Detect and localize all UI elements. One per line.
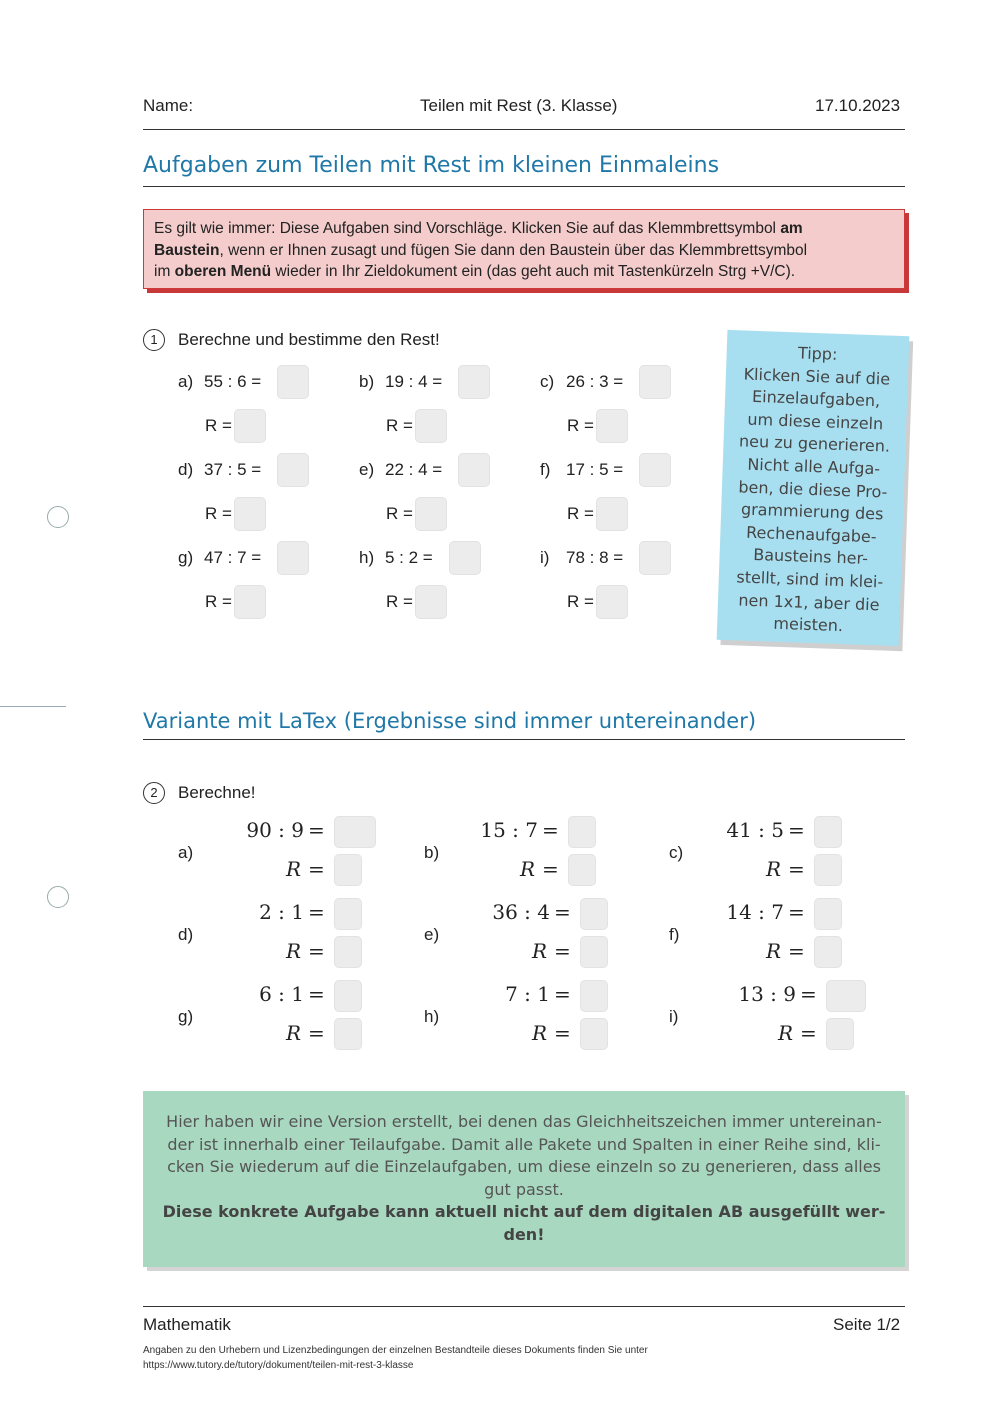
tip-line: Klicken Sie auf die xyxy=(743,364,891,389)
header-rule xyxy=(143,129,905,130)
remainder-box[interactable] xyxy=(596,585,628,619)
division-expression: 19 : 4 = xyxy=(385,372,443,391)
task-instruction-1: Berechne und bestimme den Rest! xyxy=(178,330,440,349)
remainder-symbol: R xyxy=(286,1021,302,1045)
equals-sign: = xyxy=(308,818,325,842)
task-letter: i) xyxy=(540,548,550,567)
tip-title: Tipp: xyxy=(797,343,838,364)
task-letter: d) xyxy=(178,925,194,944)
equals-sign: = xyxy=(554,939,571,963)
task-letter: c) xyxy=(540,372,555,391)
tip-line: grammierung des xyxy=(740,499,884,524)
division-expression: 7 : 1 xyxy=(505,982,550,1006)
answer-box[interactable] xyxy=(334,980,362,1012)
punch-hole-mark xyxy=(47,886,69,908)
task-letter: a) xyxy=(178,372,194,391)
answer-box[interactable] xyxy=(814,816,842,848)
footer-page-number: Seite 1/2 xyxy=(833,1315,901,1334)
green-note-line: der ist innerhalb einer Teilaufgabe. Damit alle Pakete und Spalten in einer Reihe sind, kli- xyxy=(167,1134,881,1154)
remainder-box[interactable] xyxy=(234,585,266,619)
tip-line: Rechenaufgabe- xyxy=(745,522,877,546)
remainder-box[interactable] xyxy=(826,1018,854,1050)
task-letter: f) xyxy=(540,460,551,479)
equals-sign: = xyxy=(788,939,805,963)
note-bold-baustein: Baustein xyxy=(154,241,220,259)
answer-box[interactable] xyxy=(568,816,596,848)
note-text: , wenn er Ihnen zusagt und fügen Sie dann den Baustein über das Klemmbrettsymbol xyxy=(219,241,808,259)
equals-sign: = xyxy=(542,857,559,881)
note-text: wieder in Ihr Zieldokument ein (das geht auch mit Tastenkürzeln Strg +V/C). xyxy=(271,263,796,280)
task-number-1: 1 xyxy=(143,329,165,351)
task-letter: d) xyxy=(178,460,194,479)
document-title: Teilen mit Rest (3. Klasse) xyxy=(420,96,618,115)
footer-subject: Mathematik xyxy=(143,1315,231,1334)
name-label: Name: xyxy=(143,96,194,115)
rest-label: R = xyxy=(205,416,232,435)
rest-label: R = xyxy=(567,592,594,611)
division-expression: 14 : 7 xyxy=(726,900,784,924)
task-letter: g) xyxy=(178,548,194,567)
green-note-bold-line: Diese konkrete Aufgabe kann aktuell nicht auf dem digitalen AB ausgefüllt wer- xyxy=(162,1202,886,1222)
footer-rule xyxy=(143,1306,905,1307)
division-expression: 26 : 3 = xyxy=(566,372,624,391)
latex-info-note xyxy=(143,1091,905,1267)
tip-line: Einzelaufgaben, xyxy=(751,387,881,411)
remainder-box[interactable] xyxy=(568,854,596,886)
equals-sign: = xyxy=(308,900,325,924)
tip-note xyxy=(717,330,910,646)
section-heading-1: Aufgaben zum Teilen mit Rest im kleinen Einmaleins xyxy=(143,153,720,178)
answer-box[interactable] xyxy=(458,365,490,399)
info-note xyxy=(143,209,905,289)
task-instruction-2: Berechne! xyxy=(178,783,256,802)
division-expression: 6 : 1 xyxy=(259,982,304,1006)
task-letter: i) xyxy=(669,1007,679,1026)
green-note-line: gut passt. xyxy=(484,1179,564,1199)
answer-box[interactable] xyxy=(334,898,362,930)
equals-sign: = xyxy=(554,982,571,1006)
green-note-line: cken Sie wiederum auf die Einzelaufgaben, um diese einzeln so zu generieren, dass alles xyxy=(167,1157,881,1177)
note-text: Es gilt wie immer: Diese Aufgaben sind Vorschläge. Klicken Sie auf das Klemmbrettsymbol xyxy=(154,220,781,237)
remainder-box[interactable] xyxy=(334,1018,362,1050)
equals-sign: = xyxy=(800,1021,817,1045)
remainder-symbol: R xyxy=(532,1021,548,1045)
tip-line: Nicht alle Aufga- xyxy=(747,454,881,479)
remainder-box[interactable] xyxy=(415,409,447,443)
division-expression: 15 : 7 xyxy=(480,818,538,842)
answer-box[interactable] xyxy=(334,816,376,848)
rest-label: R = xyxy=(386,416,413,435)
note-bold-am: am xyxy=(780,220,803,237)
remainder-box[interactable] xyxy=(814,936,842,968)
task-number-2: 2 xyxy=(143,782,165,804)
division-expression: 78 : 8 = xyxy=(566,548,624,567)
division-expression: 36 : 4 xyxy=(492,900,550,924)
rest-label: R = xyxy=(386,592,413,611)
rest-label: R = xyxy=(205,592,232,611)
answer-box[interactable] xyxy=(458,453,490,487)
equals-sign: = xyxy=(308,857,325,881)
section-heading-2: Variante mit LaTex (Ergebnisse sind immer untereinander) xyxy=(143,709,757,733)
note-text: im xyxy=(154,263,175,280)
task-letter: h) xyxy=(424,1007,440,1026)
remainder-box[interactable] xyxy=(596,409,628,443)
equals-sign: = xyxy=(800,982,817,1006)
equals-sign: = xyxy=(308,1021,325,1045)
tip-line: stellt, sind im klei- xyxy=(736,567,884,592)
division-expression: 90 : 9 xyxy=(246,818,304,842)
rest-label: R = xyxy=(567,504,594,523)
equals-sign: = xyxy=(788,818,805,842)
remainder-box[interactable] xyxy=(234,497,266,531)
task-letter: g) xyxy=(178,1007,194,1026)
remainder-symbol: R xyxy=(532,939,548,963)
tip-line: Bausteins her- xyxy=(752,545,869,569)
answer-box[interactable] xyxy=(277,453,309,487)
remainder-box[interactable] xyxy=(415,585,447,619)
division-expression: 13 : 9 xyxy=(738,982,796,1006)
remainder-symbol: R xyxy=(778,1021,794,1045)
tip-line: um diese einzeln xyxy=(747,409,884,434)
remainder-box[interactable] xyxy=(596,497,628,531)
division-expression: 55 : 6 = xyxy=(204,372,262,391)
tip-line: neu zu generieren. xyxy=(738,431,891,457)
division-expression: 2 : 1 xyxy=(259,900,304,924)
equals-sign: = xyxy=(308,982,325,1006)
note-bold-menu: oberen Menü xyxy=(174,263,272,280)
answer-box[interactable] xyxy=(277,365,309,399)
task-letter: c) xyxy=(669,843,684,862)
remainder-symbol: R xyxy=(766,939,782,963)
answer-box[interactable] xyxy=(449,541,481,575)
rest-label: R = xyxy=(205,504,232,523)
task-letter: b) xyxy=(424,843,440,862)
remainder-box[interactable] xyxy=(334,854,362,886)
equals-sign: = xyxy=(308,939,325,963)
answer-box[interactable] xyxy=(814,898,842,930)
task-letter: b) xyxy=(359,372,375,391)
answer-box[interactable] xyxy=(826,980,866,1012)
tip-line: nen 1x1, aber die xyxy=(738,590,880,614)
task-letter: e) xyxy=(424,925,440,944)
division-expression: 47 : 7 = xyxy=(204,548,262,567)
green-note-line: Hier haben wir eine Version erstellt, bei denen das Gleichheitszeichen immer untereinan- xyxy=(166,1112,882,1131)
tip-line: meisten. xyxy=(773,613,844,636)
green-note-bold-line: den! xyxy=(503,1224,545,1244)
answer-box[interactable] xyxy=(639,453,671,487)
division-expression: 37 : 5 = xyxy=(204,460,262,479)
task-letter: h) xyxy=(359,548,375,567)
section-rule-1 xyxy=(143,186,905,187)
answer-box[interactable] xyxy=(277,541,309,575)
rest-label: R = xyxy=(567,416,594,435)
remainder-box[interactable] xyxy=(580,1018,608,1050)
tip-line: ben, die diese Pro- xyxy=(738,476,888,502)
division-expression: 17 : 5 = xyxy=(566,460,624,479)
task-letter: a) xyxy=(178,843,194,862)
remainder-box[interactable] xyxy=(334,936,362,968)
equals-sign: = xyxy=(788,900,805,924)
equals-sign: = xyxy=(542,818,559,842)
rest-label: R = xyxy=(386,504,413,523)
remainder-box[interactable] xyxy=(415,497,447,531)
remainder-box[interactable] xyxy=(234,409,266,443)
task-letter: e) xyxy=(359,460,375,479)
answer-box[interactable] xyxy=(580,980,608,1012)
document-date: 17.10.2023 xyxy=(815,96,901,115)
answer-box[interactable] xyxy=(580,898,608,930)
equals-sign: = xyxy=(554,900,571,924)
remainder-box[interactable] xyxy=(580,936,608,968)
section-rule-2 xyxy=(143,739,905,740)
answer-box[interactable] xyxy=(639,365,671,399)
answer-box[interactable] xyxy=(639,541,671,575)
fold-mark xyxy=(0,706,66,707)
punch-hole-mark xyxy=(47,506,69,528)
equals-sign: = xyxy=(788,857,805,881)
license-text: Angaben zu den Urhebern und Lizenzbedingungen der einzelnen Bestandteile dieses Dokuments finden Sie unter xyxy=(143,1345,648,1356)
division-expression: 22 : 4 = xyxy=(385,460,443,479)
division-expression: 41 : 5 xyxy=(726,818,784,842)
remainder-symbol: R xyxy=(520,857,536,881)
remainder-symbol: R xyxy=(766,857,782,881)
division-expression: 5 : 2 = xyxy=(385,548,433,567)
remainder-symbol: R xyxy=(286,857,302,881)
remainder-symbol: R xyxy=(286,939,302,963)
task-letter: f) xyxy=(669,925,680,944)
remainder-box[interactable] xyxy=(814,854,842,886)
license-url[interactable]: https://www.tutory.de/tutory/dokument/teilen-mit-rest-3-klasse xyxy=(143,1360,414,1371)
equals-sign: = xyxy=(554,1021,571,1045)
